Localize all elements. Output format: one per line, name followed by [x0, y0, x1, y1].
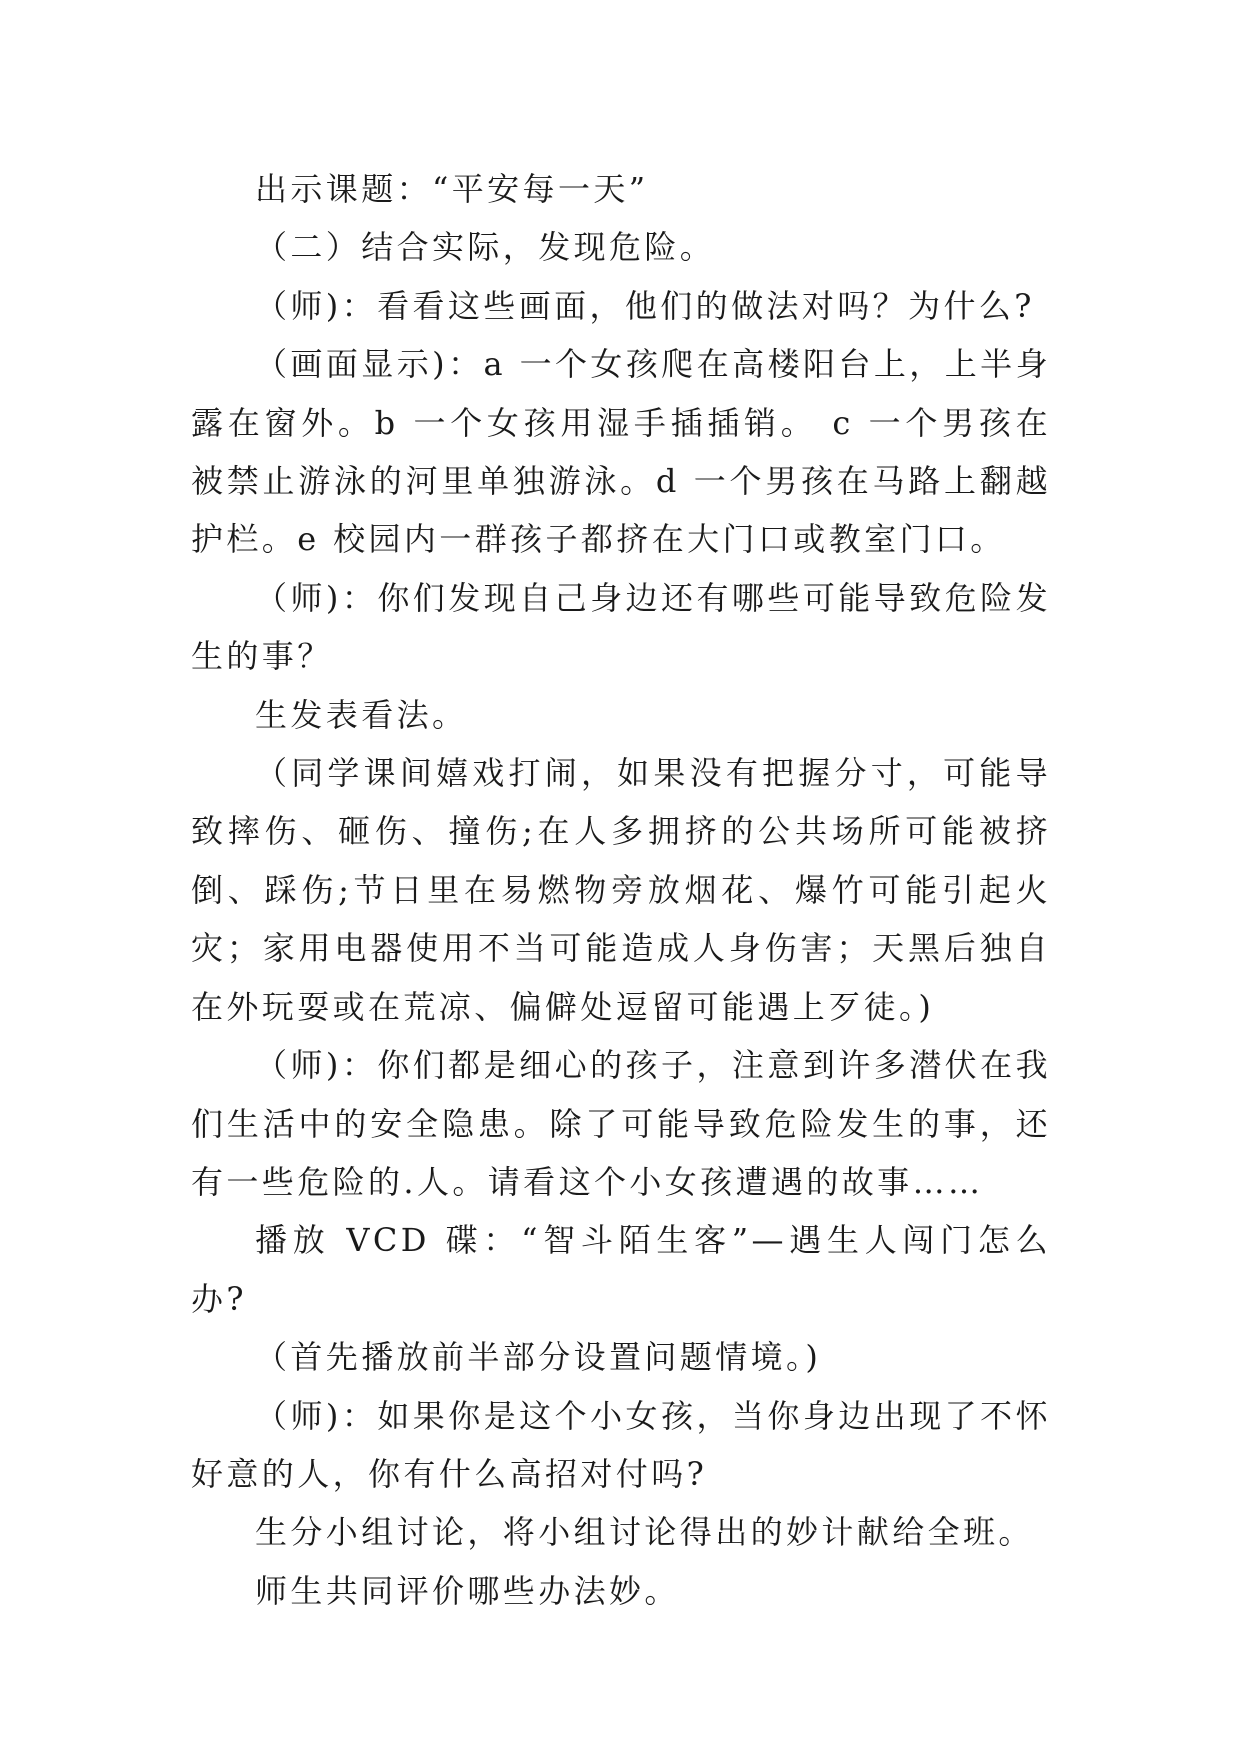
paragraph-teacher-prompt: （师)：你们发现自己身边还有哪些可能导致危险发生的事？ — [191, 578, 1051, 676]
paragraph-evaluation: 师生共同评价哪些办法妙。 — [255, 1571, 680, 1610]
paragraph-video-note: （首先播放前半部分设置问题情境。) — [255, 1338, 822, 1377]
paragraph-teacher-question: （师)：看看这些画面，他们的做法对吗？为什么? — [255, 286, 1035, 325]
paragraph-teacher-scenario: （师)：如果你是这个小女孩，当你身边出现了不怀好意的人，你有什么高招对付吗? — [191, 1396, 1051, 1493]
paragraph-section-heading: （二）结合实际，发现危险。 — [255, 228, 716, 267]
paragraph-scene-description: （画面显示)：a 一个女孩爬在高楼阳台上，上半身露在窗外。b 一个女孩用湿手插插销。 c 一个男孩在被禁止游泳的河里单独游泳。d 一个男孩在马路上翻越护栏。e 校园内一群孩子都挤在大门口或教室门口。 — [191, 345, 1051, 559]
document-body — [191, 160, 1051, 1620]
paragraph-lesson-title: 出示课题：“平安每一天” — [255, 170, 649, 208]
paragraph-hazard-list: （同学课间嬉戏打闹，如果没有把握分寸，可能导致摔伤、砸伤、撞伤;在人多拥挤的公共场所可能被挤倒、踩伤;节日里在易燃物旁放烟花、爆竹可能引起火灾；家用电器使用不当可能造成人身伤害；天黑后独自在外玩耍或在荒凉、偏僻处逗留可能遇上歹徒。) — [191, 754, 1051, 1026]
paragraph-student-response: 生发表看法。 — [255, 695, 468, 734]
paragraph-teacher-remark: （师)：你们都是细心的孩子，注意到许多潜伏在我们生活中的安全隐患。除了可能导致危险发生的事，还有一些危险的.人。请看这个小女孩遭遇的故事…… — [191, 1046, 1051, 1201]
paragraph-video-play: 播放 VCD 碟：“智斗陌生客”—遇生人闯门怎么办? — [191, 1221, 1051, 1318]
paragraph-group-discussion: 生分小组讨论，将小组讨论得出的妙计献给全班。 — [255, 1513, 1034, 1552]
